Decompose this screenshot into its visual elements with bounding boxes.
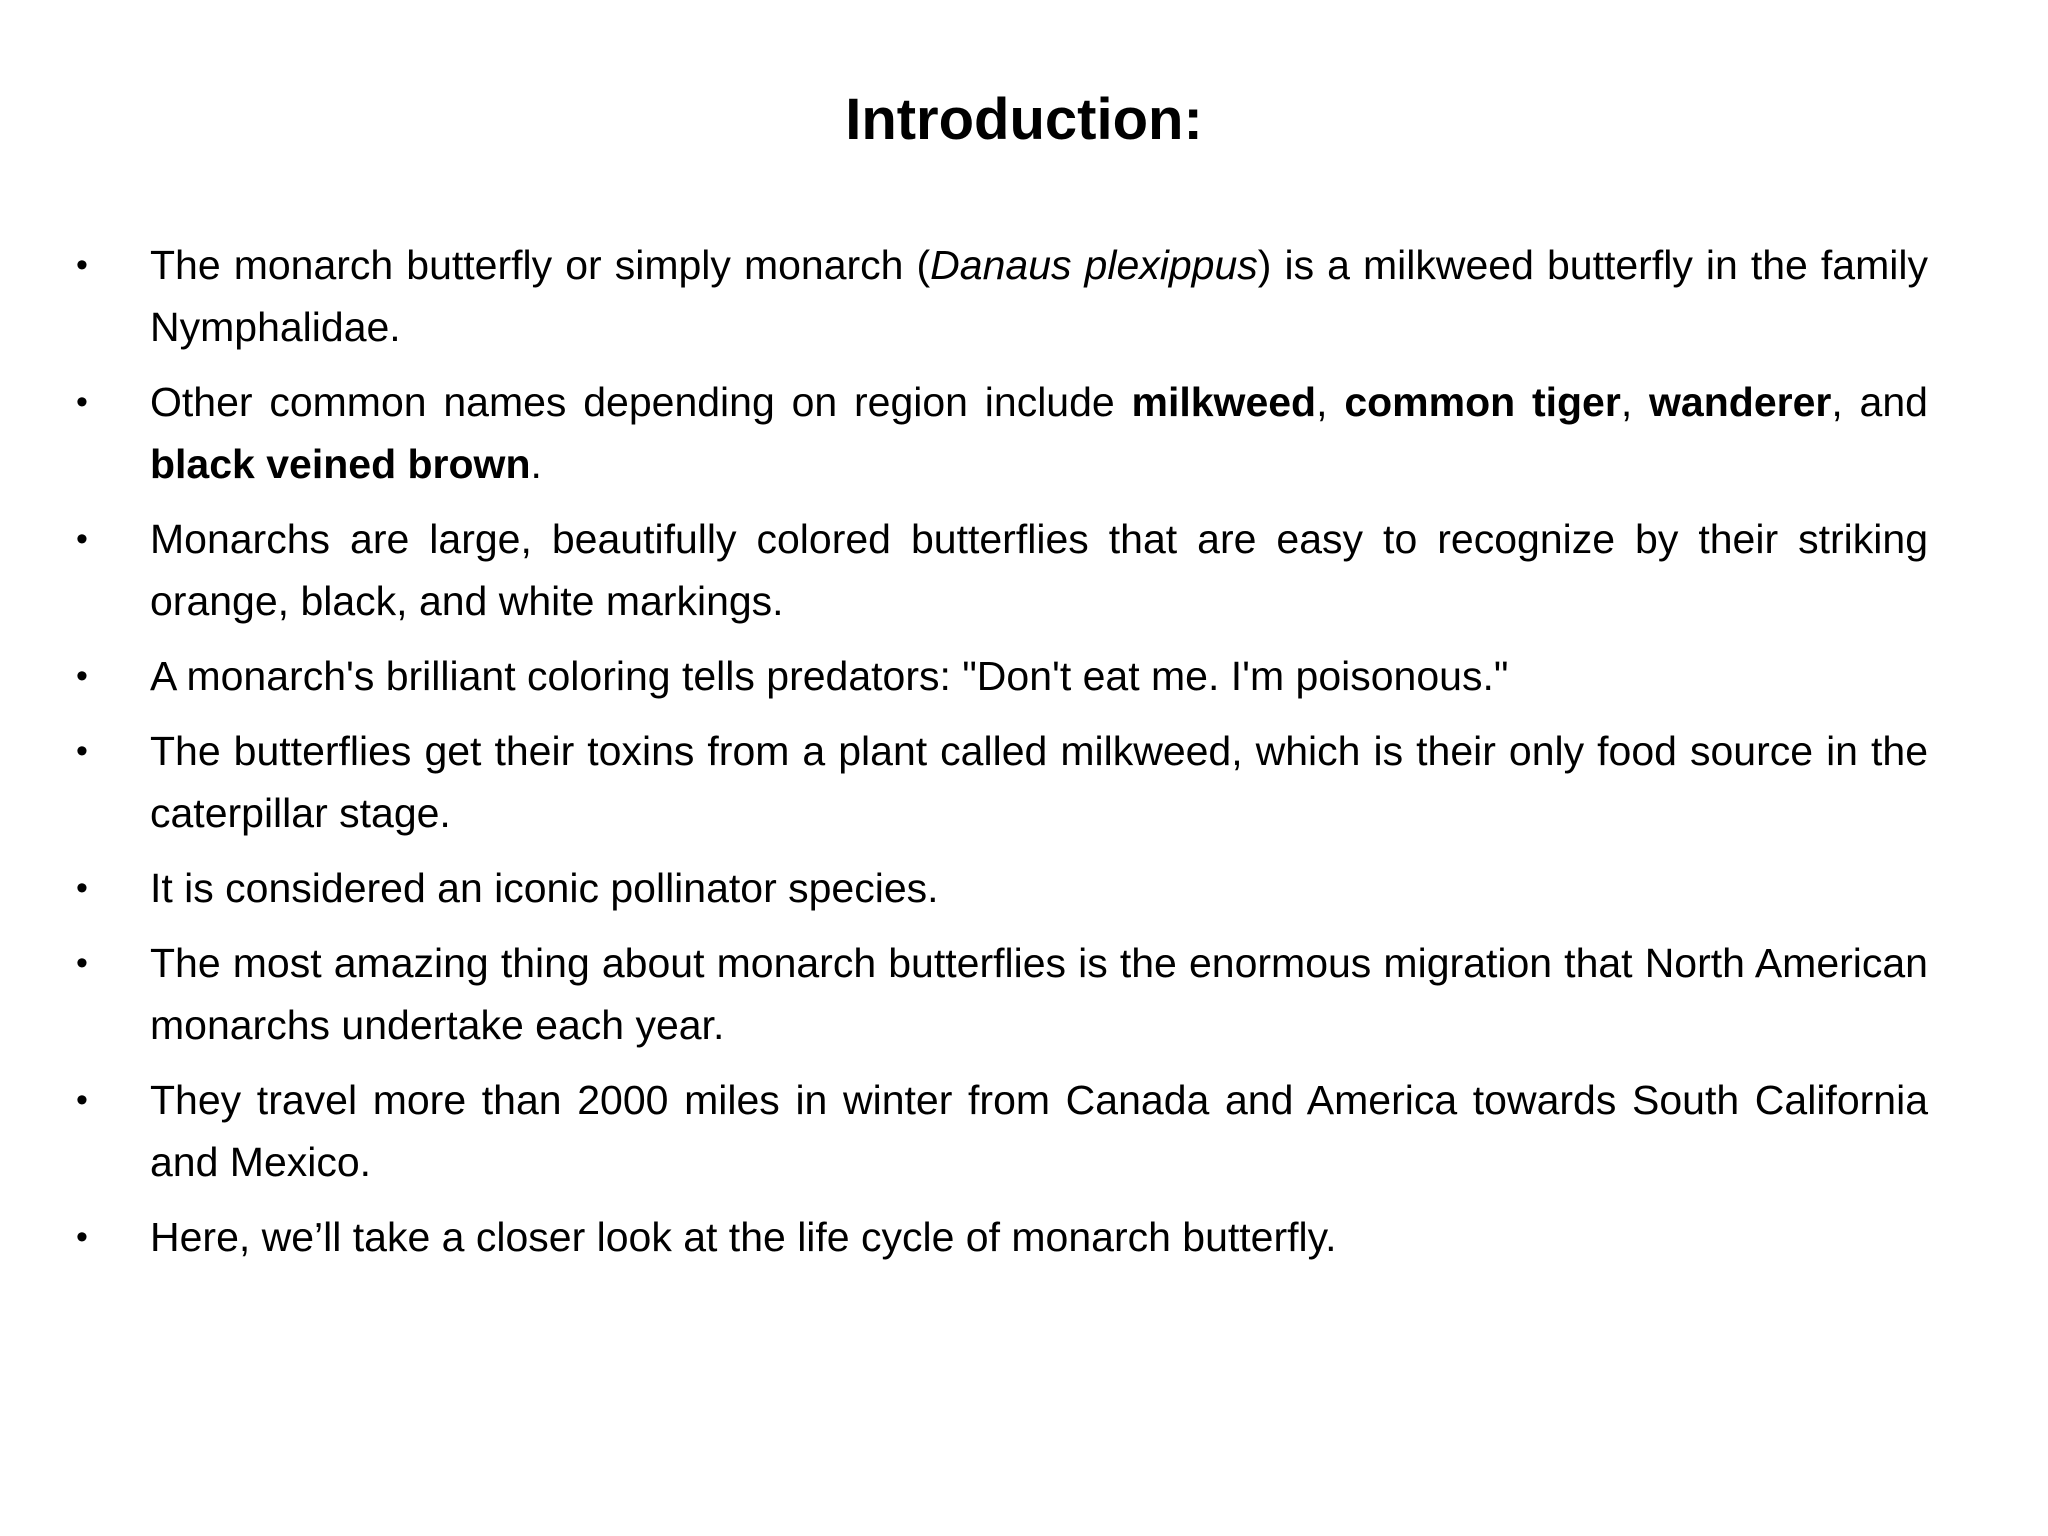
bullet-text: Here, we’ll take a closer look at the life cycle of monarch butterfly. bbox=[150, 1214, 1337, 1260]
common-name: milkweed bbox=[1131, 379, 1317, 425]
bullet-dot-icon: • bbox=[76, 383, 88, 421]
bullet-dot-icon: • bbox=[76, 1081, 88, 1119]
bullet-item bbox=[70, 1069, 1928, 1193]
bullet-dot-icon: • bbox=[76, 246, 88, 284]
bullet-item bbox=[70, 857, 1928, 919]
slide-title: Introduction: bbox=[845, 87, 1203, 152]
bullet-text: The monarch butterfly or simply monarch (Danaus plexippus) is a milkweed butterfly in the family Nymphalidae. bbox=[150, 242, 1928, 350]
common-name: black veined brown bbox=[150, 441, 531, 487]
scientific-name: Danaus plexippus bbox=[930, 242, 1258, 288]
bullet-dot-icon: • bbox=[76, 944, 88, 982]
bullet-text: A monarch's brilliant coloring tells predators: "Don't eat me. I'm poisonous." bbox=[150, 653, 1509, 699]
bullet-list bbox=[70, 234, 1928, 1281]
bullet-dot-icon: • bbox=[76, 520, 88, 558]
bullet-dot-icon: • bbox=[76, 1218, 88, 1256]
common-name: common tiger bbox=[1344, 379, 1621, 425]
common-name: wanderer bbox=[1649, 379, 1832, 425]
bullet-dot-icon: • bbox=[76, 732, 88, 770]
bullet-text: Other common names depending on region include milkweed, common tiger, wanderer, and black veined brown. bbox=[150, 379, 1928, 487]
bullet-item bbox=[70, 932, 1928, 1056]
bullet-text: Monarchs are large, beautifully colored butterflies that are easy to recognize by their striking orange, black, and white markings. bbox=[150, 516, 1928, 624]
bullet-text: The butterflies get their toxins from a plant called milkweed, which is their only food source in the caterpillar stage. bbox=[150, 728, 1928, 836]
bullet-text: They travel more than 2000 miles in winter from Canada and America towards South California and Mexico. bbox=[150, 1077, 1928, 1185]
bullet-item bbox=[70, 371, 1928, 495]
bullet-item bbox=[70, 720, 1928, 844]
bullet-dot-icon: • bbox=[76, 657, 88, 695]
bullet-text: The most amazing thing about monarch butterflies is the enormous migration that North American monarchs undertake each year. bbox=[150, 940, 1928, 1048]
bullet-item bbox=[70, 1206, 1928, 1268]
bullet-item bbox=[70, 234, 1928, 358]
bullet-item bbox=[70, 645, 1928, 707]
bullet-text: It is considered an iconic pollinator species. bbox=[150, 865, 939, 911]
bullet-item bbox=[70, 508, 1928, 632]
bullet-dot-icon: • bbox=[76, 869, 88, 907]
